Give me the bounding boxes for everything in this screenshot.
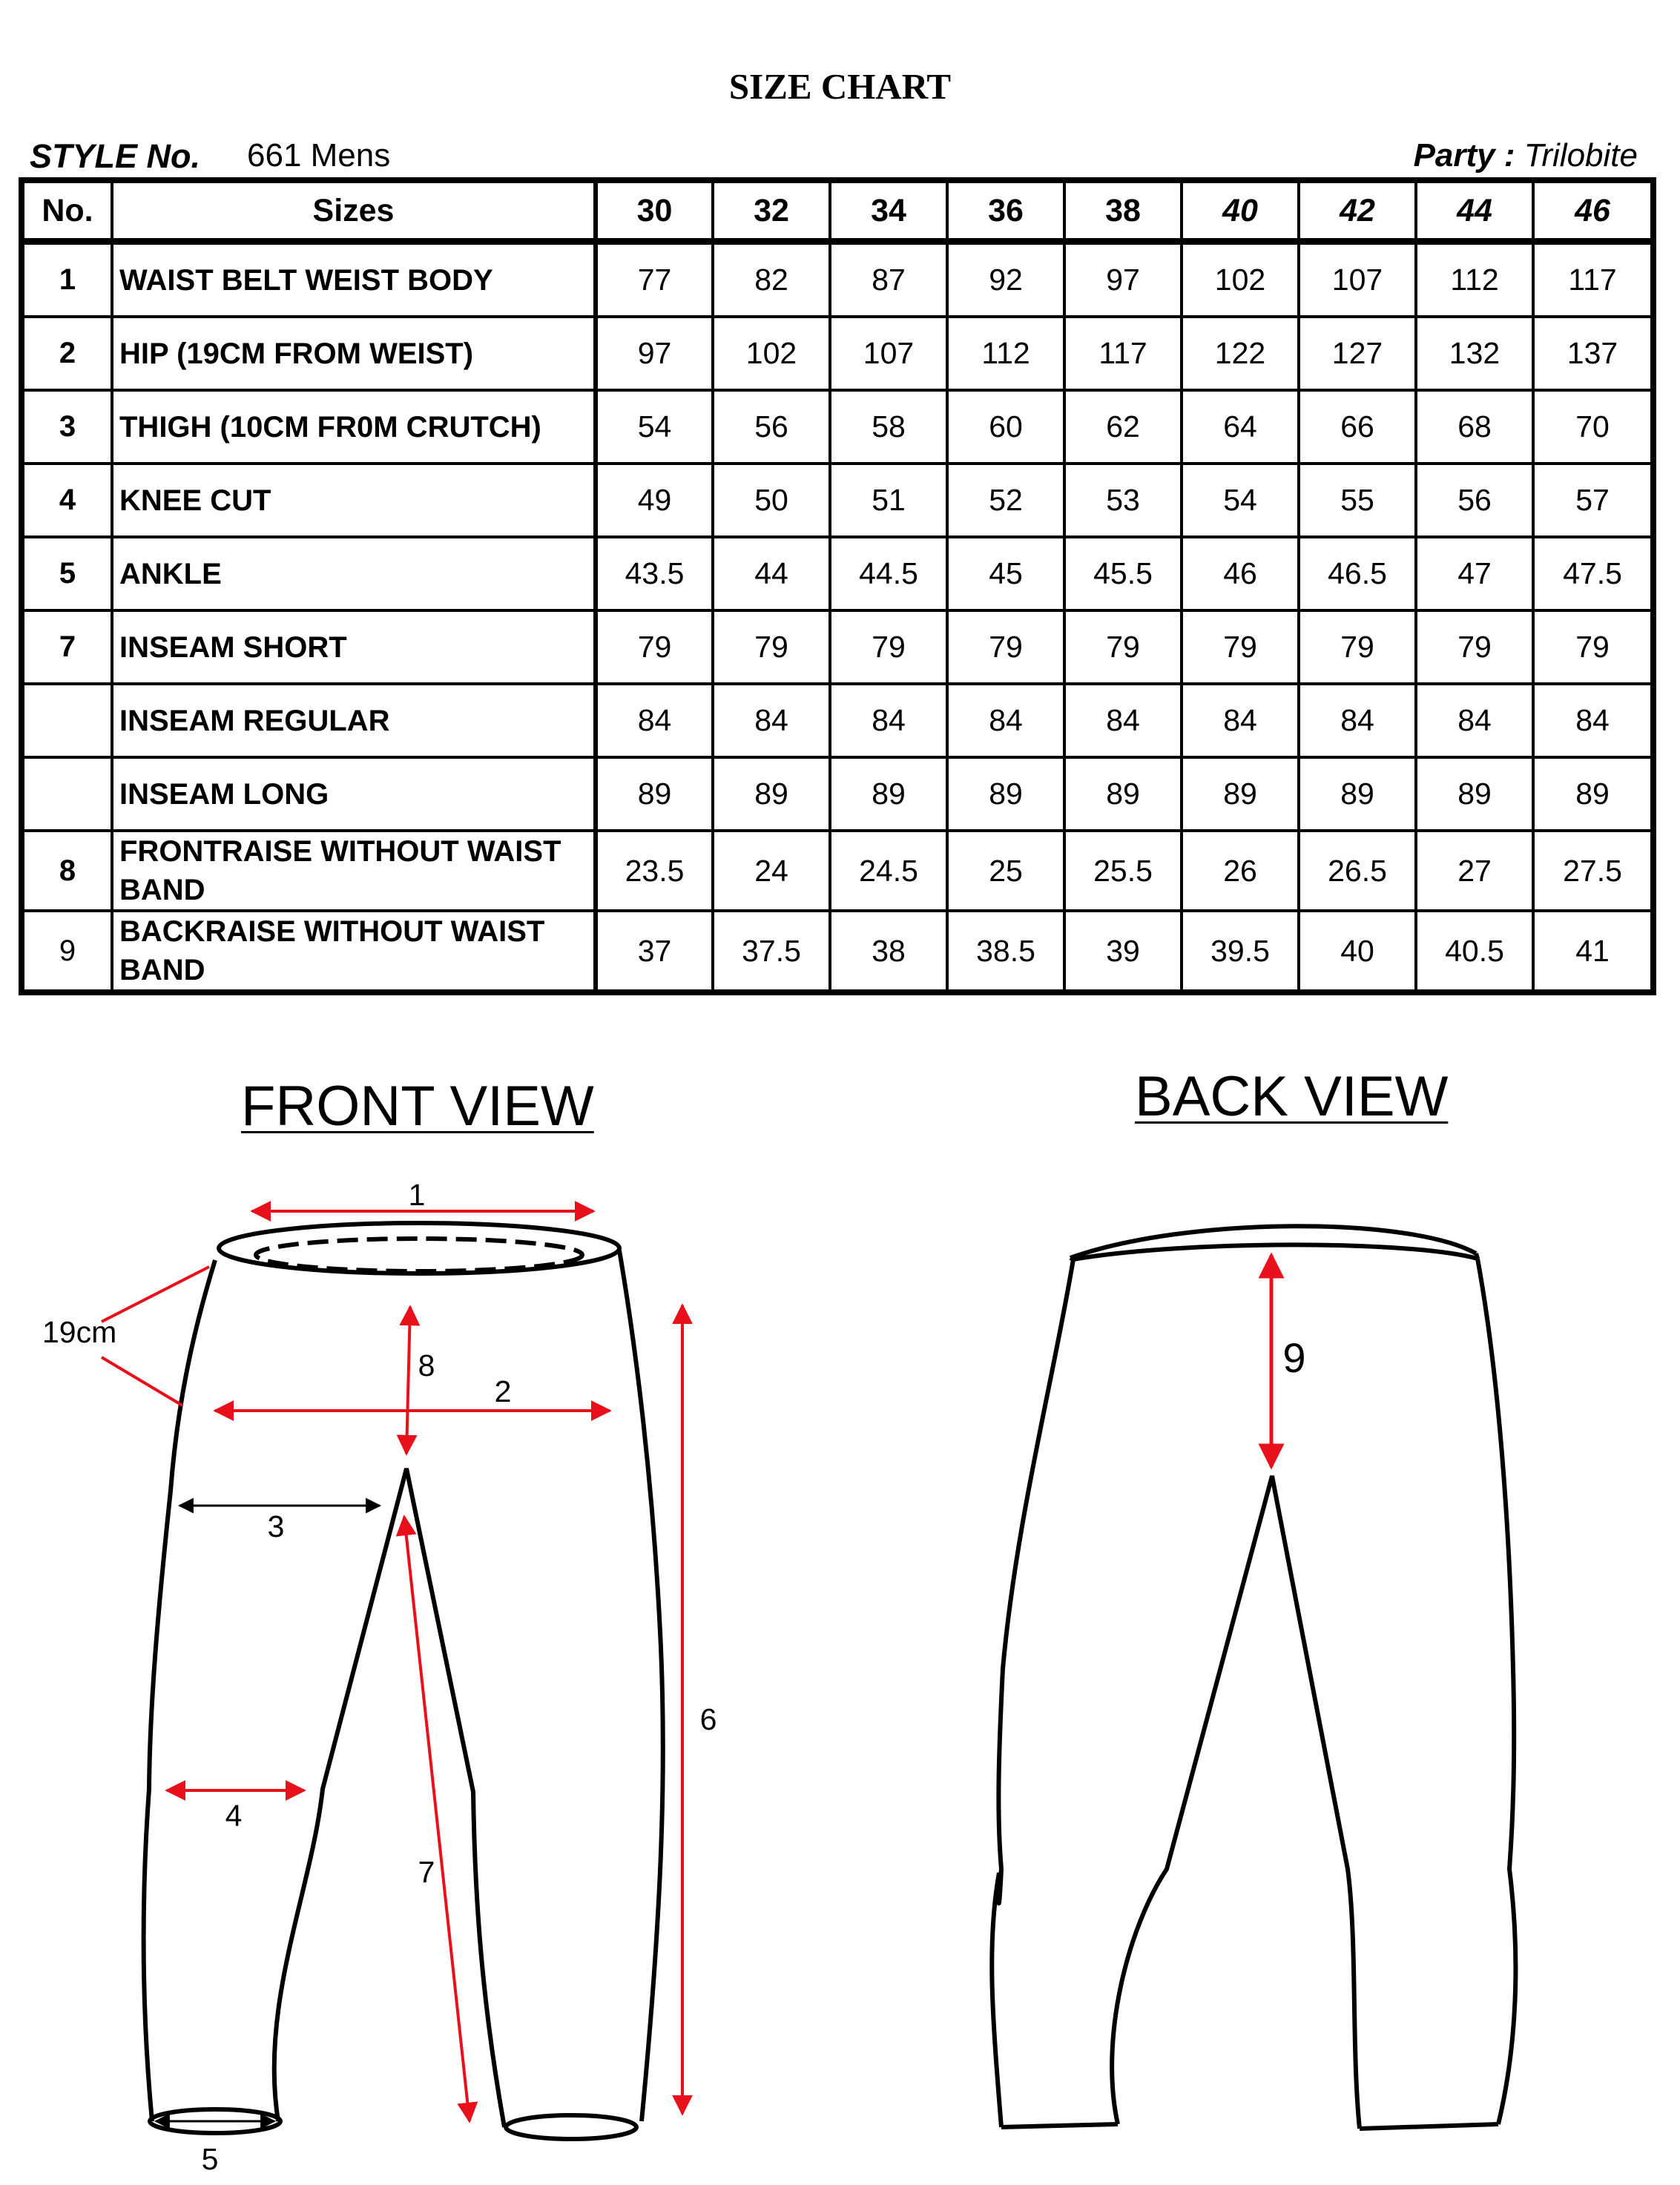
measurement-value: 89: [1416, 757, 1533, 831]
measurement-name: THIGH (10CM FR0M CRUTCH): [112, 390, 596, 464]
back-left-calf: [992, 1873, 1001, 2127]
measurement-value: 49: [596, 464, 713, 537]
measurement-value: 107: [830, 317, 947, 390]
header-size: 34: [830, 182, 947, 242]
measurement-value: 84: [830, 684, 947, 757]
measurement-name: BACKRAISE WITHOUT WAIST BAND: [112, 911, 596, 991]
measurement-value: 56: [713, 390, 830, 464]
measurement-value: 52: [947, 464, 1064, 537]
label-2: 2: [494, 1374, 512, 1408]
back-waistband-bottom: [1073, 1245, 1478, 1259]
measurement-value: 41: [1533, 911, 1652, 991]
measurement-value: 89: [1533, 757, 1652, 831]
back-view-title: BACK VIEW: [1135, 1065, 1449, 1128]
measurement-value: 84: [1182, 684, 1299, 757]
back-right-hem: [1360, 2124, 1498, 2129]
measurement-value: 84: [1064, 684, 1182, 757]
measurement-value: 24: [713, 831, 830, 911]
measurement-value: 89: [1064, 757, 1182, 831]
measurement-value: 40: [1299, 911, 1416, 991]
measurement-value: 87: [830, 242, 947, 317]
row-number: 4: [23, 464, 112, 537]
measurement-value: 43.5: [596, 537, 713, 610]
measurement-value: 107: [1299, 242, 1416, 317]
front-inseam: [274, 1469, 504, 2127]
measurement-value: 56: [1416, 464, 1533, 537]
measurement-value: 64: [1182, 390, 1299, 464]
front-view-title: FRONT VIEW: [241, 1075, 594, 1138]
measurement-value: 92: [947, 242, 1064, 317]
measurement-value: 51: [830, 464, 947, 537]
measurement-value: 26: [1182, 831, 1299, 911]
measurement-value: 27: [1416, 831, 1533, 911]
front-right-outseam: [619, 1250, 663, 2121]
measurement-name: INSEAM REGULAR: [112, 684, 596, 757]
measurement-name: HIP (19CM FROM WEIST): [112, 317, 596, 390]
row-number: 2: [23, 317, 112, 390]
hip-offset-line-top: [102, 1267, 209, 1322]
measurement-value: 45: [947, 537, 1064, 610]
page-title: SIZE CHART: [728, 66, 952, 107]
back-right-outseam: [1478, 1259, 1515, 2124]
measurement-value: 97: [596, 317, 713, 390]
back-inseam: [1112, 1476, 1360, 2129]
measurement-value: 54: [1182, 464, 1299, 537]
measurement-value: 50: [713, 464, 830, 537]
header-size: 36: [947, 182, 1064, 242]
label-3: 3: [267, 1509, 285, 1543]
measurement-value: 37: [596, 911, 713, 991]
label-19cm: 19cm: [42, 1315, 117, 1349]
header-size: 32: [713, 182, 830, 242]
header-size: 42: [1299, 182, 1416, 242]
measurement-value: 47.5: [1533, 537, 1652, 610]
measurement-value: 102: [713, 317, 830, 390]
measurement-value: 112: [947, 317, 1064, 390]
label-9: 9: [1282, 1334, 1306, 1381]
measurement-value: 79: [947, 610, 1064, 684]
measurement-value: 112: [1416, 242, 1533, 317]
measurement-value: 66: [1299, 390, 1416, 464]
measurement-value: 79: [596, 610, 713, 684]
hip-offset-line-bottom: [102, 1357, 182, 1405]
measurement-value: 79: [1182, 610, 1299, 684]
measurement-name: WAIST BELT WEIST BODY: [112, 242, 596, 317]
back-left-outseam: [998, 1259, 1073, 1869]
header-size: 38: [1064, 182, 1182, 242]
style-number-label: STYLE No.: [30, 137, 201, 175]
measurement-value: 89: [713, 757, 830, 831]
row-number: 8: [23, 831, 112, 911]
measurement-value: 79: [830, 610, 947, 684]
measurement-value: 97: [1064, 242, 1182, 317]
measurement-value: 44.5: [830, 537, 947, 610]
row-number: 7: [23, 610, 112, 684]
row-number: 1: [23, 242, 112, 317]
measurement-value: 127: [1299, 317, 1416, 390]
measurement-value: 84: [1533, 684, 1652, 757]
front-pants-outline: [144, 1223, 663, 2139]
back-waist-right-join: [1476, 1253, 1478, 1259]
measurement-value: 137: [1533, 317, 1652, 390]
measurement-value: 53: [1064, 464, 1182, 537]
header-size: 40: [1182, 182, 1299, 242]
measurement-value: 79: [1416, 610, 1533, 684]
measurement-value: 70: [1533, 390, 1652, 464]
measurement-name: INSEAM LONG: [112, 757, 596, 831]
label-5: 5: [201, 2142, 219, 2176]
front-waistband-inner: [256, 1239, 582, 1271]
row-number: 3: [23, 390, 112, 464]
measurement-value: 82: [713, 242, 830, 317]
header-sizes: Sizes: [112, 182, 596, 242]
measurement-value: 117: [1064, 317, 1182, 390]
measurement-value: 47: [1416, 537, 1533, 610]
measurement-value: 132: [1416, 317, 1533, 390]
measurement-value: 89: [947, 757, 1064, 831]
measurement-value: 25: [947, 831, 1064, 911]
label-6: 6: [699, 1702, 717, 1736]
measurement-name: INSEAM SHORT: [112, 610, 596, 684]
measurement-value: 84: [1299, 684, 1416, 757]
measurement-value: 89: [830, 757, 947, 831]
measurement-value: 77: [596, 242, 713, 317]
row-number: 9: [23, 911, 112, 991]
row-number: 5: [23, 537, 112, 610]
measurement-value: 23.5: [596, 831, 713, 911]
front-right-hem: [506, 2115, 636, 2139]
measurement-value: 38: [830, 911, 947, 991]
label-1: 1: [408, 1178, 426, 1212]
measurement-value: 60: [947, 390, 1064, 464]
measurement-value: 37.5: [713, 911, 830, 991]
measurement-value: 38.5: [947, 911, 1064, 991]
measurement-value: 84: [1416, 684, 1533, 757]
party-label: Party :: [1413, 137, 1515, 174]
header-size: 30: [596, 182, 713, 242]
measurement-value: 62: [1064, 390, 1182, 464]
header-no: No.: [23, 182, 112, 242]
measurement-name: KNEE CUT: [112, 464, 596, 537]
measurement-value: 54: [596, 390, 713, 464]
measurement-value: 79: [1064, 610, 1182, 684]
measurement-value: 58: [830, 390, 947, 464]
measurement-value: 55: [1299, 464, 1416, 537]
measurement-value: 79: [1533, 610, 1652, 684]
measurement-value: 79: [1299, 610, 1416, 684]
style-number-value: 661 Mens: [247, 137, 391, 174]
measurement-value: 44: [713, 537, 830, 610]
measurement-value: 84: [947, 684, 1064, 757]
header-size: 44: [1416, 182, 1533, 242]
measurement-value: 39: [1064, 911, 1182, 991]
measurement-value: 102: [1182, 242, 1299, 317]
measurement-value: 45.5: [1064, 537, 1182, 610]
back-left-hem: [1001, 2124, 1118, 2127]
measurement-value: 25.5: [1064, 831, 1182, 911]
measurement-value: 57: [1533, 464, 1652, 537]
label-4: 4: [225, 1799, 243, 1833]
measurement-value: 89: [1182, 757, 1299, 831]
measurement-value: 24.5: [830, 831, 947, 911]
measurement-value: 46.5: [1299, 537, 1416, 610]
party-value: Trilobite: [1523, 137, 1638, 174]
label-8: 8: [418, 1348, 435, 1382]
measure-line-8: [406, 1307, 410, 1454]
measurement-value: 26.5: [1299, 831, 1416, 911]
label-7: 7: [418, 1855, 435, 1889]
measurement-value: 117: [1533, 242, 1652, 317]
measurement-value: 27.5: [1533, 831, 1652, 911]
measurement-value: 89: [596, 757, 713, 831]
measurement-value: 40.5: [1416, 911, 1533, 991]
measurement-value: 89: [1299, 757, 1416, 831]
measurement-value: 39.5: [1182, 911, 1299, 991]
back-pants-outline: [992, 1226, 1515, 2129]
measurement-name: FRONTRAISE WITHOUT WAIST BAND: [112, 831, 596, 911]
measurement-value: 68: [1416, 390, 1533, 464]
measurement-value: 79: [713, 610, 830, 684]
measurement-value: 84: [596, 684, 713, 757]
front-measurements: [102, 1211, 682, 2121]
measurement-value: 84: [713, 684, 830, 757]
measurement-name: ANKLE: [112, 537, 596, 610]
measurement-value: 46: [1182, 537, 1299, 610]
header-size: 46: [1533, 182, 1652, 242]
measurement-value: 122: [1182, 317, 1299, 390]
